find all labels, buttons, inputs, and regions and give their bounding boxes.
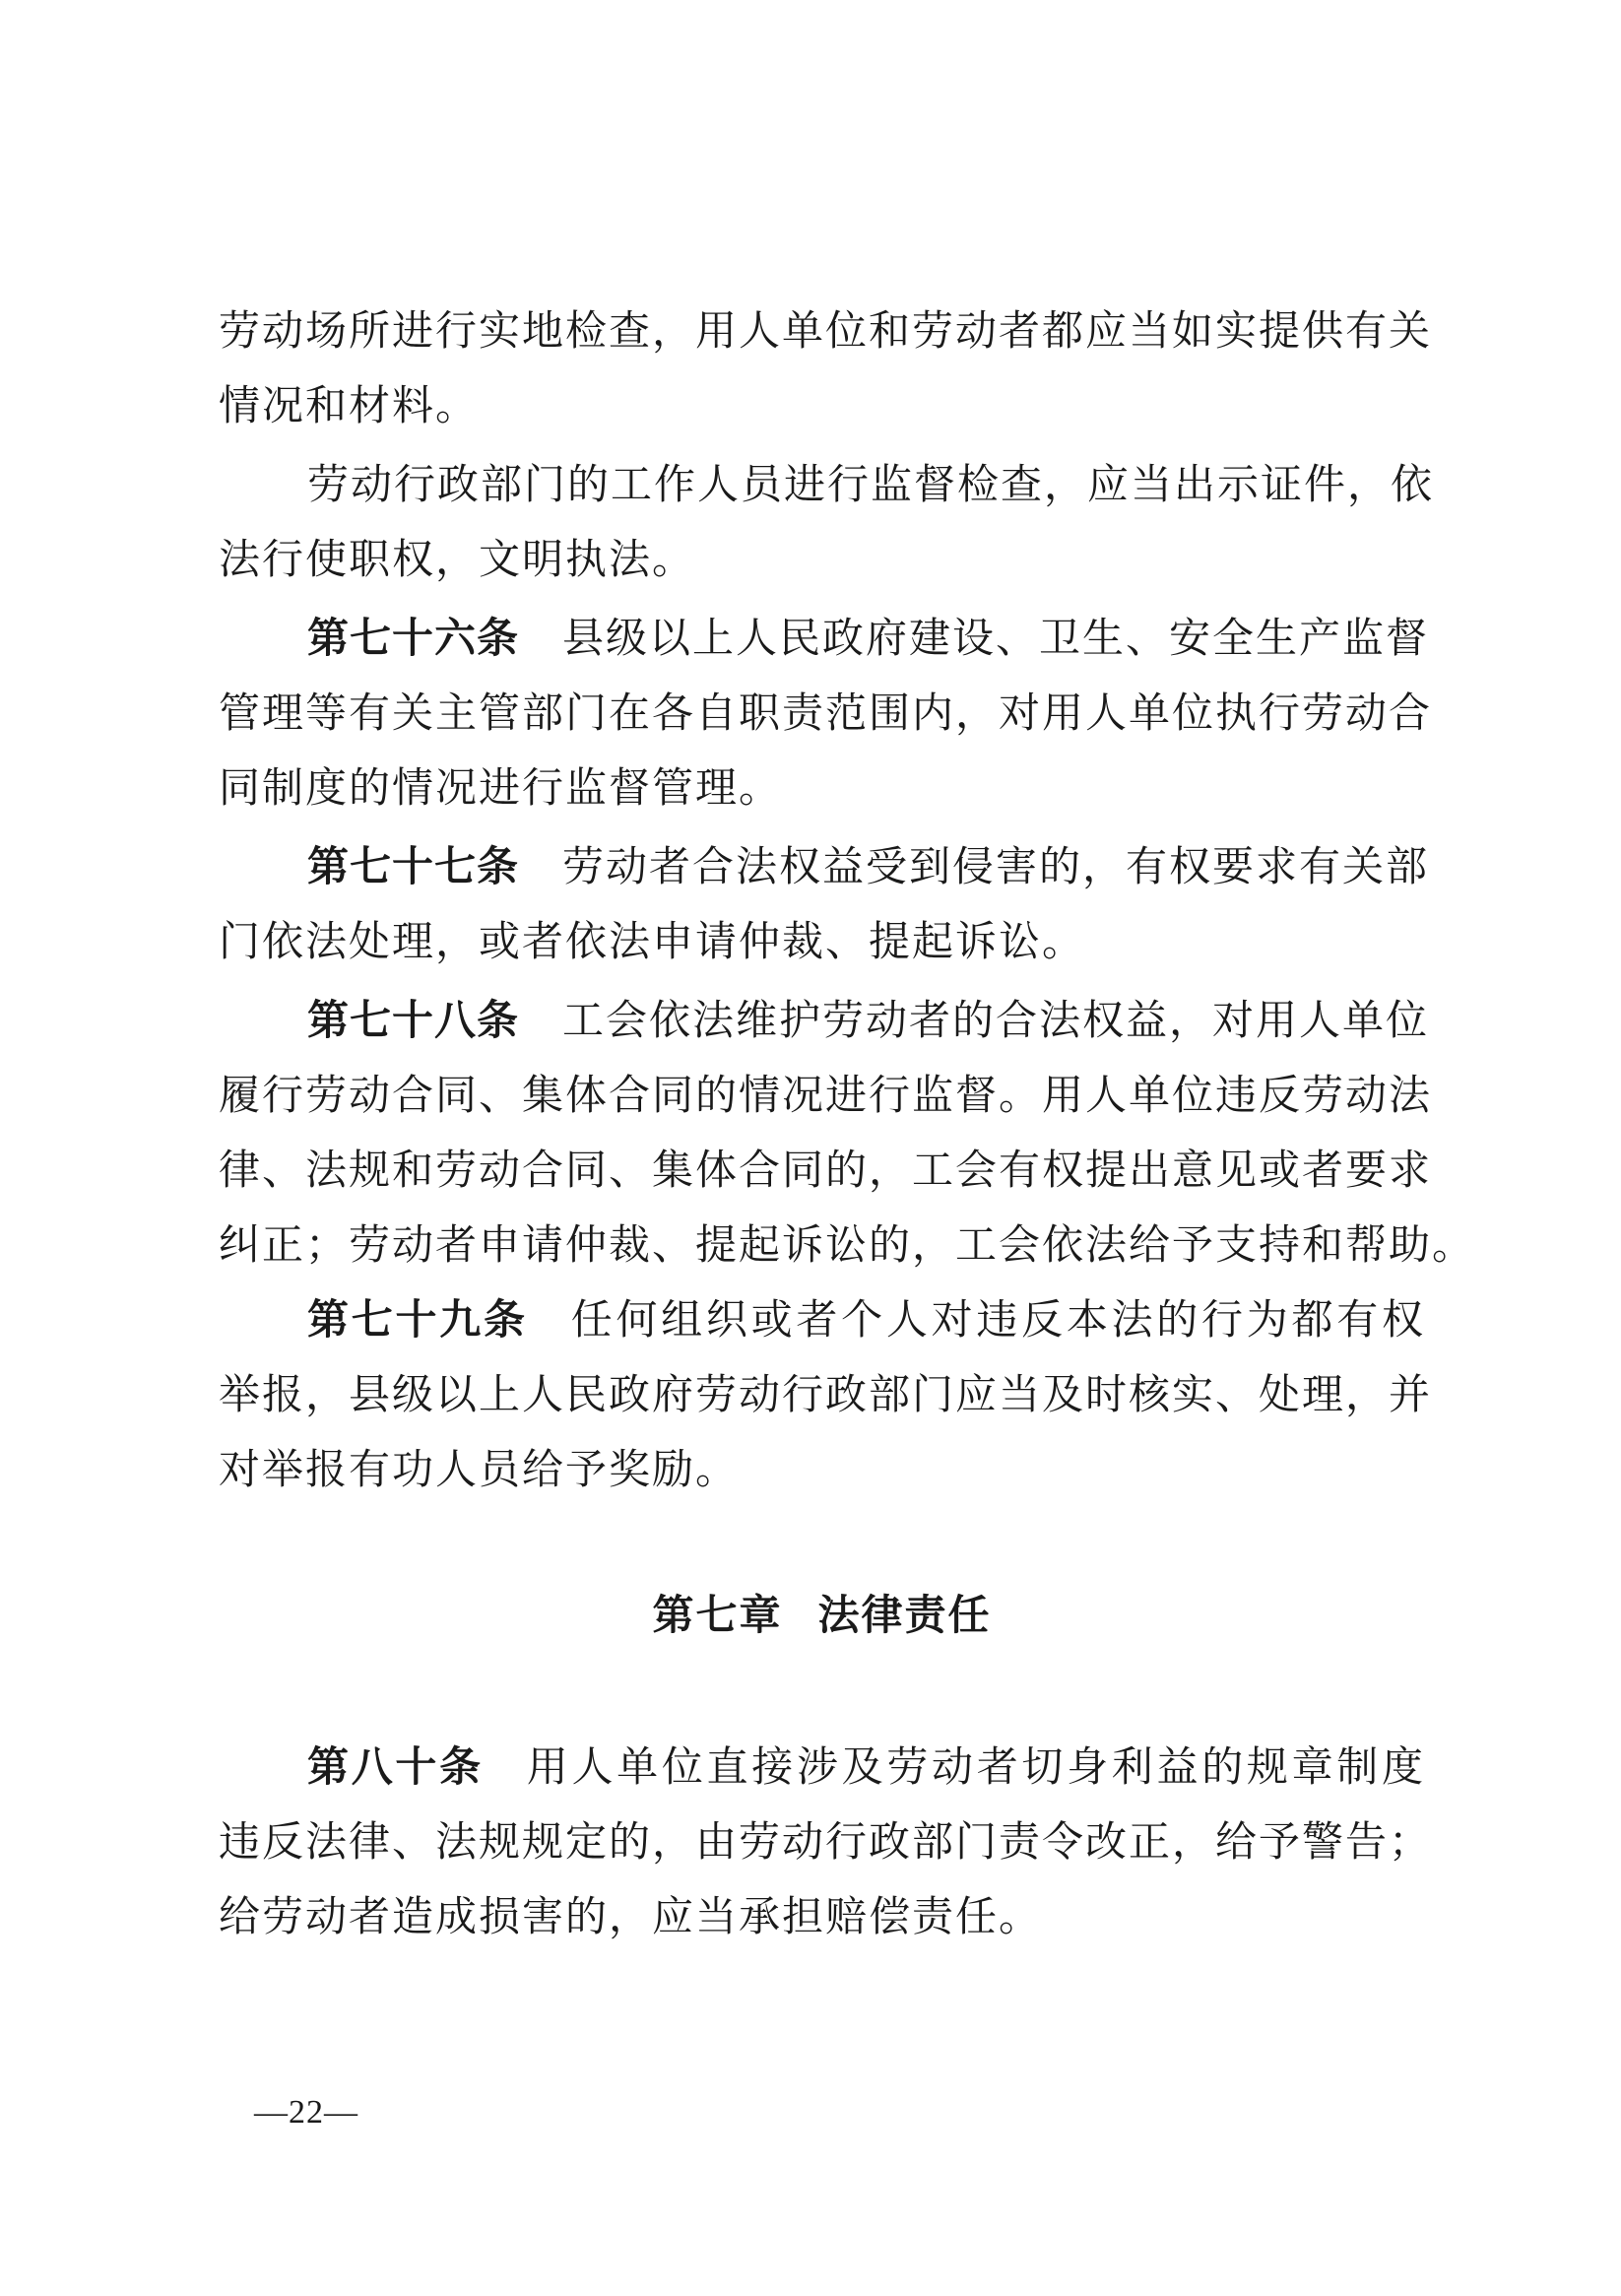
text-line: 门依法处理，或者依法申请仲裁、提起诉讼。	[219, 917, 1086, 965]
text-line: 法行使职权，文明执法。	[219, 535, 696, 583]
chapter-number: 第七章	[652, 1591, 783, 1639]
text-line: 给劳动者造成损害的，应当承担赔偿责任。	[219, 1892, 1043, 1940]
article-number: 第七十九条	[307, 1295, 528, 1344]
text-line: 劳动场所进行实地检查，用人单位和劳动者都应当如实提供有关	[219, 306, 1433, 355]
text-line	[219, 829, 1430, 904]
text-line: 同制度的情况进行监督管理。	[219, 763, 783, 812]
chapter-heading	[219, 1578, 1425, 1653]
text-line	[219, 1282, 1425, 1357]
page-body	[219, 294, 1476, 1954]
text-line	[219, 601, 1430, 676]
article-number: 第八十条	[307, 1742, 484, 1791]
article-80	[219, 1730, 1433, 1954]
text-line: 情况和材料。	[219, 381, 480, 429]
text-line: 纠正；劳动者申请仲裁、提起诉讼的，工会依法给予支持和帮助。	[219, 1220, 1476, 1269]
text-line	[219, 1730, 1425, 1804]
article-77	[219, 829, 1430, 979]
text-line: 劳动行政部门的工作人员进行监督检查，应当出示证件，依	[307, 460, 1435, 508]
article-76	[219, 601, 1433, 825]
page-number: —22—	[254, 2094, 358, 2131]
text-line: 违反法律、法规规定的，由劳动行政部门责令改正，给予警告；	[219, 1817, 1433, 1866]
article-text: 县级以上人民政府建设、卫生、安全生产监督	[562, 614, 1430, 662]
article-79	[219, 1282, 1433, 1507]
paragraph-inspection-officials	[219, 447, 1435, 597]
text-line: 律、法规和劳动合同、集体合同的，工会有权提出意见或者要求	[219, 1146, 1433, 1194]
text-line: 举报，县级以上人民政府劳动行政部门应当及时核实、处理，并	[219, 1370, 1433, 1418]
article-text: 任何组织或者个人对违反本法的行为都有权	[570, 1295, 1425, 1344]
article-number: 第七十八条	[307, 996, 520, 1044]
paragraph-continued	[219, 294, 1433, 443]
chapter-title: 法律责任	[817, 1591, 992, 1639]
text-line: 履行劳动合同、集体合同的情况进行监督。用人单位违反劳动法	[219, 1071, 1433, 1119]
text-line: 对举报有功人员给予奖励。	[219, 1445, 740, 1493]
article-text: 用人单位直接涉及劳动者切身利益的规章制度	[526, 1742, 1425, 1791]
text-line: 管理等有关主管部门在各自职责范围内，对用人单位执行劳动合	[219, 689, 1433, 737]
text-line	[219, 983, 1430, 1058]
article-text: 工会依法维护劳动者的合法权益，对用人单位	[562, 996, 1430, 1044]
article-number: 第七十七条	[307, 842, 520, 890]
article-number: 第七十六条	[307, 614, 520, 662]
article-78	[219, 983, 1476, 1282]
article-text: 劳动者合法权益受到侵害的，有权要求有关部	[562, 842, 1430, 890]
